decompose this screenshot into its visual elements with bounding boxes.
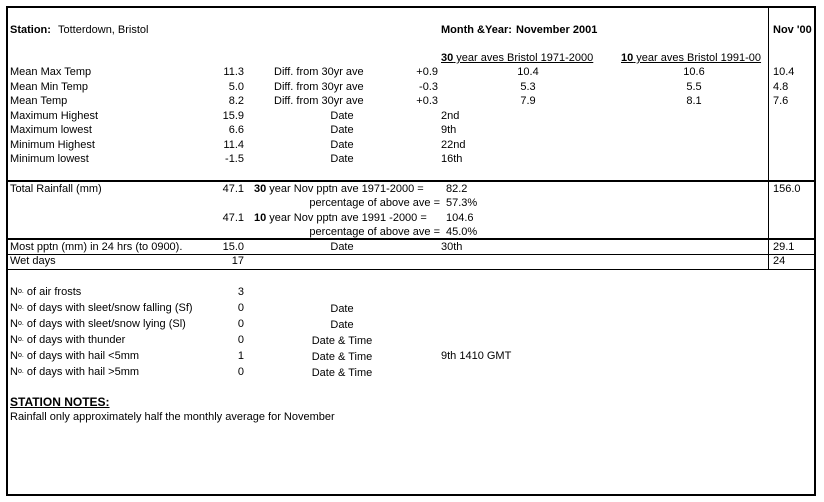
day-count-when-label: Date & Time — [311, 367, 373, 379]
temp-row-ave30: 7.9 — [520, 95, 536, 107]
month-year-label: Month &Year: — [441, 24, 512, 36]
day-count-when-label: Date — [330, 319, 354, 331]
day-count-value: 3 — [237, 286, 244, 298]
rainfall-ave10-text: 10 year Nov pptn ave 1991 -2000 = — [254, 212, 427, 224]
section-divider-1 — [8, 180, 814, 182]
station-label: Station: — [10, 24, 51, 36]
extreme-row-value: 6.6 — [228, 124, 244, 136]
day-count-label: $N^{o.}$ of air frosts — [10, 286, 82, 298]
day-count-when-label: Date — [330, 303, 354, 315]
extreme-row-date-label: Date — [330, 109, 354, 122]
temp-row-label: Mean Min Temp — [10, 80, 89, 93]
extreme-row-label: Minimum Highest — [10, 138, 95, 151]
day-count-label: $N^{o.}$ of days with hail <5mm — [10, 350, 140, 362]
temp-row-diff: +0.3 — [416, 95, 438, 107]
most-pptn-value: 15.0 — [222, 241, 244, 253]
day-count-label: $N^{o.}$ of days with thunder — [10, 334, 126, 346]
rainfall-ave10: 104.6 — [446, 212, 474, 224]
wet-days-value: 17 — [231, 255, 244, 267]
weather-report-sheet — [6, 6, 816, 496]
day-count-when: 9th 1410 GMT — [441, 350, 512, 362]
rainfall-prev: 156.0 — [773, 183, 801, 195]
prev-column-divider — [768, 8, 769, 269]
extreme-row-date-label: Date — [330, 138, 354, 151]
rainfall-label: Total Rainfall (mm) — [10, 183, 102, 195]
prev-year-label: Nov '00 — [773, 24, 812, 36]
temp-row-value: 8.2 — [228, 95, 244, 107]
extreme-row-date: 2nd — [441, 109, 460, 122]
day-count-value: 0 — [237, 318, 244, 330]
month-year-value: November 2001 — [516, 24, 598, 36]
rainfall-ave30: 82.2 — [446, 183, 468, 195]
aves30-heading: 30 year aves Bristol 1971-2000 — [441, 52, 594, 64]
temp-row-value: 5.0 — [228, 80, 244, 93]
rainfall-pct30-label: percentage of above ave = — [309, 197, 440, 209]
rainfall-pct30: 57.3% — [446, 197, 478, 209]
most-pptn-label: Most pptn (mm) in 24 hrs (to 0900). — [10, 241, 183, 253]
extreme-row-date: 9th — [441, 124, 457, 136]
extreme-row-date-label: Date — [330, 124, 354, 136]
temp-row-ave30: 10.4 — [517, 66, 539, 78]
day-count-value: 1 — [237, 350, 244, 362]
extreme-row-label: Minimum lowest — [10, 153, 89, 165]
day-count-when-label: Date & Time — [311, 351, 373, 363]
extreme-row-value: 11.4 — [223, 138, 244, 151]
day-count-when-label: Date & Time — [311, 335, 373, 347]
aves10-heading: 10 year aves Bristol 1991-00 — [621, 52, 762, 64]
temp-row-diff: -0.3 — [419, 80, 438, 93]
temp-row-ave10: 10.6 — [683, 66, 705, 78]
temp-row-prev: 4.8 — [773, 80, 789, 93]
day-count-value: 0 — [237, 334, 244, 346]
station-notes-title: STATION NOTES: — [10, 395, 110, 409]
day-count-value: 0 — [237, 366, 244, 378]
temp-row-value: 11.3 — [223, 66, 244, 78]
temp-row-prev: 7.6 — [773, 95, 789, 107]
temp-row-ave10: 5.5 — [686, 80, 702, 93]
extreme-row-label: Maximum Highest — [10, 109, 99, 122]
wet-days-prev: 24 — [773, 255, 786, 267]
section-divider-3 — [8, 269, 814, 270]
extreme-row-value: -1.5 — [225, 153, 244, 165]
temp-row-diff-label: Diff. from 30yr ave — [274, 95, 364, 107]
rainfall-value: 47.1 — [222, 183, 244, 195]
rainfall-ave30-text: 30 year Nov pptn ave 1971-2000 = — [254, 183, 424, 195]
extreme-row-date-label: Date — [330, 153, 354, 165]
station-notes-text: Rainfall only approximately half the monthly average for November — [10, 411, 335, 423]
temp-row-diff: +0.9 — [416, 66, 438, 78]
extreme-row-value: 15.9 — [222, 109, 244, 122]
day-count-value: 0 — [237, 302, 244, 314]
temp-row-label: Mean Temp — [10, 95, 68, 107]
temp-row-ave30: 5.3 — [520, 80, 536, 93]
temp-row-prev: 10.4 — [773, 66, 795, 78]
day-count-label: $N^{o.}$ of days with sleet/snow falling (Sf) — [10, 302, 193, 314]
wet-days-label: Wet days — [10, 255, 56, 267]
rainfall-pct10: 45.0% — [446, 226, 478, 238]
rainfall-value-2: 47.1 — [222, 212, 244, 224]
most-pptn-prev: 29.1 — [773, 241, 795, 253]
extreme-row-date: 16th — [441, 153, 463, 165]
station-name: Totterdown, Bristol — [58, 24, 149, 36]
day-count-label: $N^{o.}$ of days with hail >5mm — [10, 366, 140, 378]
rainfall-pct10-label: percentage of above ave = — [309, 226, 440, 238]
extreme-row-label: Maximum lowest — [10, 124, 92, 136]
temp-row-diff-label: Diff. from 30yr ave — [274, 66, 364, 78]
temp-row-ave10: 8.1 — [686, 95, 702, 107]
extreme-row-date: 22nd — [441, 138, 466, 151]
most-pptn-date: 30th — [441, 241, 463, 253]
day-count-label: $N^{o.}$ of days with sleet/snow lying (Sl) — [10, 318, 186, 330]
temp-row-label: Mean Max Temp — [10, 66, 92, 78]
temp-row-diff-label: Diff. from 30yr ave — [274, 80, 364, 93]
most-pptn-date-label: Date — [330, 241, 354, 253]
